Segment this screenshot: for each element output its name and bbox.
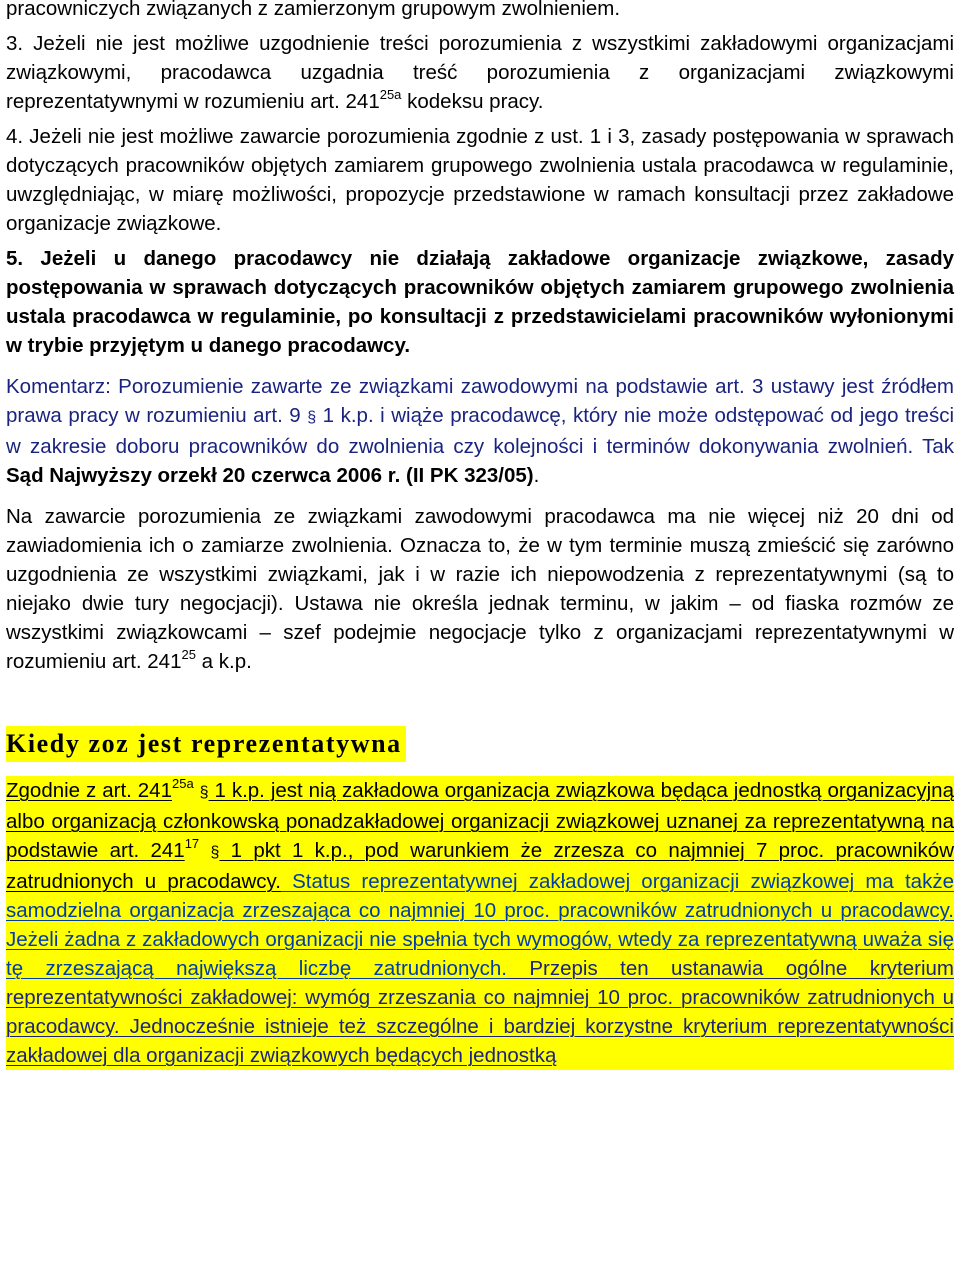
paragraph-text: Zgodnie z art. 241 [6, 779, 172, 802]
section-heading: Kiedy zoz jest reprezentatywna [6, 726, 406, 762]
superscript: 25 [181, 647, 196, 662]
paragraph-3 [6, 29, 954, 116]
paragraph-text: 4. Jeżeli nie jest możliwe zawarcie porozumienia zgodnie z ust. 1 i 3, zasady postępowania w sprawach dotyczących pracowników objętych zamiarem grupowego zwolnienia ustala pracodawca w regulaminie, uwzględniając, w miarę możliwości, propozycje przedstawione w ramach konsultacji przez zakładowe organizacje związkowe. [6, 125, 954, 235]
paragraph-text: Status reprezentatywnej zakładowej organizacji związkowej ma także samodzielna organizacja zrzeszająca co najmniej 10 proc. pracowników zatrudnionych u pracodawcy. Jeżeli żadna z zakładowych organizacji nie spełnia tych wymogów, wtedy za reprezentatywną uważa się tę zrzeszającą największą liczbę zatrudnionych. [6, 870, 954, 980]
paragraph-text: pracowniczych związanych z zamierzonym grupowym zwolnieniem. [6, 0, 621, 20]
superscript: 17 [184, 836, 200, 851]
comment-text: Porozumienie zawarte ze związkami zawodowymi na podstawie art. 3 ustawy jest źródłem prawa pracy w rozumieniu art. 9 [6, 375, 954, 427]
superscript: 25a [379, 87, 402, 102]
comment-label: Komentarz: [6, 375, 111, 398]
paragraph-7 [6, 776, 954, 1070]
comment-text: 1 k.p. i wiąże pracodawcę, który nie może odstępować od jego treści w zakresie doboru pracowników do zwolnienia czy kolejności i terminów dokonywania zwolnień. Tak [6, 404, 954, 458]
paragraph-5 [6, 244, 954, 360]
comment-paragraph [6, 372, 954, 490]
section-sign: § [210, 844, 220, 861]
superscript: 25a [171, 776, 194, 791]
paragraph-text: 1 k.p. jest nią zakładowa organizacja związkowa będąca jednostką organizacyjną albo organizacją członkowską ponadzakładowej organizacji związkowej uznanej za reprezentatywną na podstawie art. 241 [6, 779, 954, 862]
paragraph-text: 5. Jeżeli u danego pracodawcy nie działają zakładowe organizacje związkowe, zasady postępowania w sprawach dotyczących pracowników objętych zamiarem grupowego zwolnienia ustala pracodawca w regulaminie, po konsultacji z przedstawicielami pracowników wyłonionymi w trybie przyjętym u danego pracodawcy. [6, 247, 954, 357]
paragraph-text: 1 pkt 1 k.p., pod warunkiem że zrzesza co najmniej 7 proc. pracowników zatrudnionych u pracodawcy. [6, 839, 955, 893]
paragraph-continuation [6, 0, 954, 23]
paragraph-text: Przepis ten ustanawia ogólne kryterium reprezentatywności zakładowej: wymóg zrzeszania co najmniej 10 proc. pracowników zatrudnionych u pracodawcy. Jednocześnie istnieje też szczególne i bardziej korzystne kryterium reprezentatywności zakładowej dla organizacji związkowych będących jednostką [6, 957, 954, 1067]
paragraph-text: 3. Jeżeli nie jest możliwe uzgodnienie treści porozumienia z wszystkimi zakładowymi organizacjami związkowymi, pracodawca uzgadnia treść porozumienia z organizacjami związkowymi reprezentatywnymi w rozumieniu art. 241 [6, 32, 954, 113]
paragraph-text: a k.p. [195, 650, 252, 673]
section-sign: § [199, 784, 209, 801]
paragraph-6 [6, 502, 954, 676]
court-ruling: Sąd Najwyższy orzekł 20 czerwca 2006 r. (II PK 323/05) [6, 464, 534, 487]
section-sign: § [307, 409, 317, 426]
paragraph-4 [6, 122, 954, 238]
document-page [6, 0, 954, 1070]
paragraph-text: Na zawarcie porozumienia ze związkami zawodowymi pracodawca ma nie więcej niż 20 dni od zawiadomienia ich o zamiarze zwolnienia. Oznacza to, że w tym terminie muszą zmieścić się zarówno uzgodnienia ze wszystkimi związkami, jak i w razie ich niepowodzenia z reprezentatywnymi (są to niejako dwie tury negocjacji). Ustawa nie określa jednak terminu, w jakim – od fiaska rozmów ze wszystkimi związkowcami – szef podejmie negocjacje tylko z organizacjami reprezentatywnymi w rozumieniu art. 241 [6, 505, 954, 673]
paragraph-text: kodeksu pracy. [401, 90, 544, 113]
comment-end: . [533, 464, 540, 487]
